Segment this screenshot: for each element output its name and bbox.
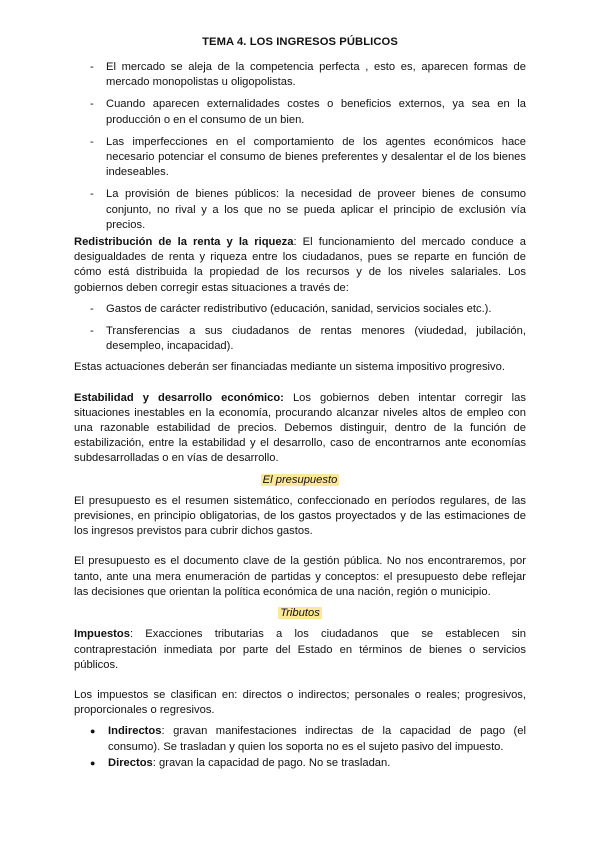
bullet-icon: ● bbox=[90, 726, 96, 737]
redistribution-list bbox=[74, 302, 526, 355]
tax-types-list bbox=[74, 724, 526, 771]
section-heading-tributos bbox=[74, 606, 526, 621]
redistribution-paragraph bbox=[74, 235, 526, 296]
bullet-icon: ● bbox=[90, 757, 96, 768]
impuestos-paragraph bbox=[74, 627, 526, 673]
stability-text: Los gobiernos deben intentar corregir las situaciones inestables en la economía, procurando alcanzar niveles altos de empleo con una razonable estabilidad de precios. Debemos distinguir, dentro de la función de estabilización, entre la estabilidad y el desarrollo, caso de encontrarnos ante economías subdesarrolladas o en vías de desarrollo. bbox=[74, 391, 526, 465]
stability-paragraph bbox=[74, 391, 526, 467]
presupuesto-paragraph-2: El presupuesto es el documento clave de la gestión pública. No nos encontraremos, por tanto, ante una mera enumeración de partidas y conceptos: el presupuesto debe reflejar las decisiones que orientan la política económica de una nación, región o municipio. bbox=[74, 555, 526, 598]
stability-heading: Estabilidad y desarrollo económico: bbox=[74, 391, 284, 404]
highlighted-heading: El presupuesto bbox=[262, 473, 338, 486]
highlighted-heading: Tributos bbox=[280, 607, 320, 620]
bullet-term: Directos bbox=[108, 756, 153, 769]
page-content bbox=[74, 36, 526, 772]
list-item: - El mercado se aleja de la competencia perfecta , esto es, aparecen formas de mercado monopolistas u oligopolistas. bbox=[74, 60, 526, 90]
list-item: - Cuando aparecen externalidades costes o beneficios externos, ya sea en la producción o en el consumo de un bien. bbox=[74, 97, 526, 127]
presupuesto-paragraph-1: El presupuesto es el resumen sistemático, confeccionado en períodos regulares, de las previsiones, en principio obligatorias, de los gastos proyectados y de las estimaciones de los ingresos previstos para cubrir dichos gastos. bbox=[74, 494, 526, 538]
section-heading-presupuesto bbox=[74, 473, 526, 488]
bullet-text: : gravan manifestaciones indirectas de la capacidad de pago (el consumo). Se trasladan y quien los soporta no es el sujeto pasivo del impuesto. bbox=[108, 725, 526, 753]
list-item bbox=[74, 724, 526, 754]
list-item: - Transferencias a sus ciudadanos de rentas menores (viudedad, jubilación, desempleo, incapacidad). bbox=[74, 324, 526, 354]
market-failures-list bbox=[74, 60, 526, 233]
redistribution-text: : El funcionamiento del mercado conduce a desigualdades de renta y riqueza entre los ciudadanos, pues se reparte en función de cómo está distribuida la propiedad de los recursos y de los niveles salariales. Los gobiernos deben corregir estas situaciones a través de: bbox=[74, 236, 526, 294]
bullet-text: : gravan la capacidad de pago. No se trasladan. bbox=[152, 756, 391, 769]
redistribution-heading: Redistribución de la renta y la riqueza bbox=[74, 236, 294, 249]
impuestos-text: : Exacciones tributarias a los ciudadanos que se establecen sin contraprestación inmediata por parte del Estado en términos de bienes o servicios públicos. bbox=[74, 628, 526, 671]
actuaciones-paragraph: Estas actuaciones deberán ser financiadas mediante un sistema impositivo progresivo. bbox=[74, 361, 505, 374]
list-item bbox=[74, 756, 526, 771]
impuestos-heading: Impuestos bbox=[74, 628, 130, 641]
clasificacion-paragraph: Los impuestos se clasifican en: directos o indirectos; personales o reales; progresivos, proporcionales o regresivos. bbox=[74, 688, 526, 717]
bullet-term: Indirectos bbox=[108, 725, 162, 738]
page-title: TEMA 4. LOS INGRESOS PÚBLICOS bbox=[202, 36, 398, 48]
list-item: - Gastos de carácter redistributivo (educación, sanidad, servicios sociales etc.). bbox=[74, 302, 526, 317]
list-item: - La provisión de bienes públicos: la necesidad de proveer bienes de consumo conjunto, no rival y a los que no se pueda aplicar el principio de exclusión vía precios. bbox=[74, 187, 526, 233]
list-item: - Las imperfecciones en el comportamiento de los agentes económicos hace necesario potenciar el consumo de bienes preferentes y desalentar el de los bienes indeseables. bbox=[74, 135, 526, 181]
